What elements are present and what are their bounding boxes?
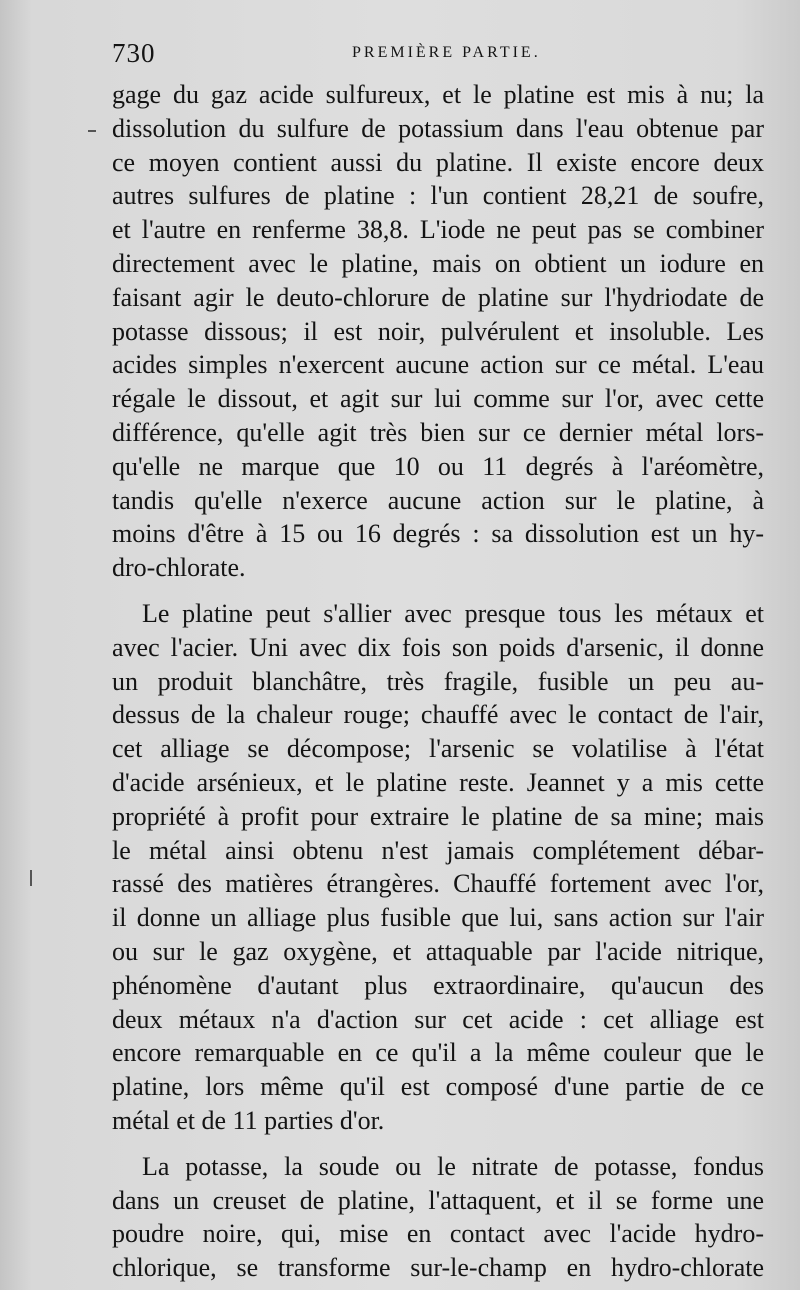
text-line: régale le dissout, et agit sur lui comme sur l'or, avec cette <box>112 384 764 414</box>
text-line: directement avec le platine, mais on obtient un iodure en <box>112 248 764 278</box>
text-line: cet alliage se décompose; l'arsenic se volatilise à l'état <box>112 734 764 764</box>
text-line: dissolution du sulfure de potassium dans l'eau obtenue par <box>112 113 764 143</box>
text-line: dans un creuset de platine, l'attaquent, et il se forme une <box>112 1185 764 1215</box>
running-head: PREMIÈRE PARTIE. <box>352 44 541 61</box>
text-line: rassé des matières étrangères. Chauffé fortement avec l'or, <box>112 869 764 899</box>
page-header <box>112 38 772 78</box>
text-line: Le platine peut s'allier avec presque tous les métaux et <box>142 598 764 628</box>
text-line: dro-chlorate. <box>112 553 246 583</box>
text-line: acides simples n'exercent aucune action sur ce métal. L'eau <box>112 350 764 380</box>
text-line: autres sulfures de platine : l'un contient 28,21 de soufre, <box>112 181 764 211</box>
text-line: encore remarquable en ce qu'il a la même couleur que le <box>112 1038 764 1068</box>
text-line: La potasse, la soude ou le nitrate de potasse, fondus <box>142 1151 764 1181</box>
page-number: 730 <box>112 38 156 68</box>
text-line: un produit blanchâtre, très fragile, fusible un peu au- <box>112 666 764 696</box>
text-line: le métal ainsi obtenu n'est jamais complétement débar- <box>112 835 764 865</box>
text-line: potasse dissous; il est noir, pulvérulent et insoluble. Les <box>112 316 764 346</box>
text-line: et l'autre en renferme 38,8. L'iode ne peut pas se combiner <box>112 215 764 245</box>
text-line: d'acide arsénieux, et le platine reste. Jeannet y a mis cette <box>112 767 764 797</box>
text-line: chlorique, se transforme sur-le-champ en hydro-chlorate <box>112 1253 764 1283</box>
text-line: qu'elle ne marque que 10 ou 11 degrés à l'aréomètre, <box>112 451 764 481</box>
text-line: métal et de 11 parties d'or. <box>112 1105 385 1135</box>
text-line: poudre noire, qui, mise en contact avec l'acide hydro- <box>112 1219 764 1249</box>
text-line: ce moyen contient aussi du platine. Il existe encore deux <box>112 147 764 177</box>
text-line: moins d'être à 15 ou 16 degrés : sa dissolution est un hy- <box>112 519 764 549</box>
text-line: avec l'acier. Uni avec dix fois son poids d'arsenic, il donne <box>112 632 764 662</box>
margin-mark <box>88 130 96 132</box>
text-line: phénomène d'autant plus extraordinaire, qu'aucun des <box>112 970 764 1000</box>
text-line: tandis qu'elle n'exerce aucune action sur le platine, à <box>112 485 764 515</box>
text-line: faisant agir le deuto-chlorure de platine sur l'hydriodate de <box>112 282 764 312</box>
text-line: gage du gaz acide sulfureux, et le platine est mis à nu; la <box>112 80 764 109</box>
text-line: deux métaux n'a d'action sur cet acide : cet alliage est <box>112 1004 764 1034</box>
text-line: ou sur le gaz oxygène, et attaquable par l'acide nitrique, <box>112 936 764 966</box>
text-line: platine, lors même qu'il est composé d'une partie de ce <box>112 1072 764 1102</box>
text-line: il donne un alliage plus fusible que lui, sans action sur l'air <box>112 903 764 933</box>
text-line: différence, qu'elle agit très bien sur ce dernier métal lors- <box>112 417 764 447</box>
text-line: propriété à profit pour extraire le platine de sa mine; mais <box>112 801 764 831</box>
body-text <box>112 78 764 1285</box>
margin-mark <box>30 870 32 886</box>
text-line: dessus de la chaleur rouge; chauffé avec le contact de l'air, <box>112 700 764 730</box>
